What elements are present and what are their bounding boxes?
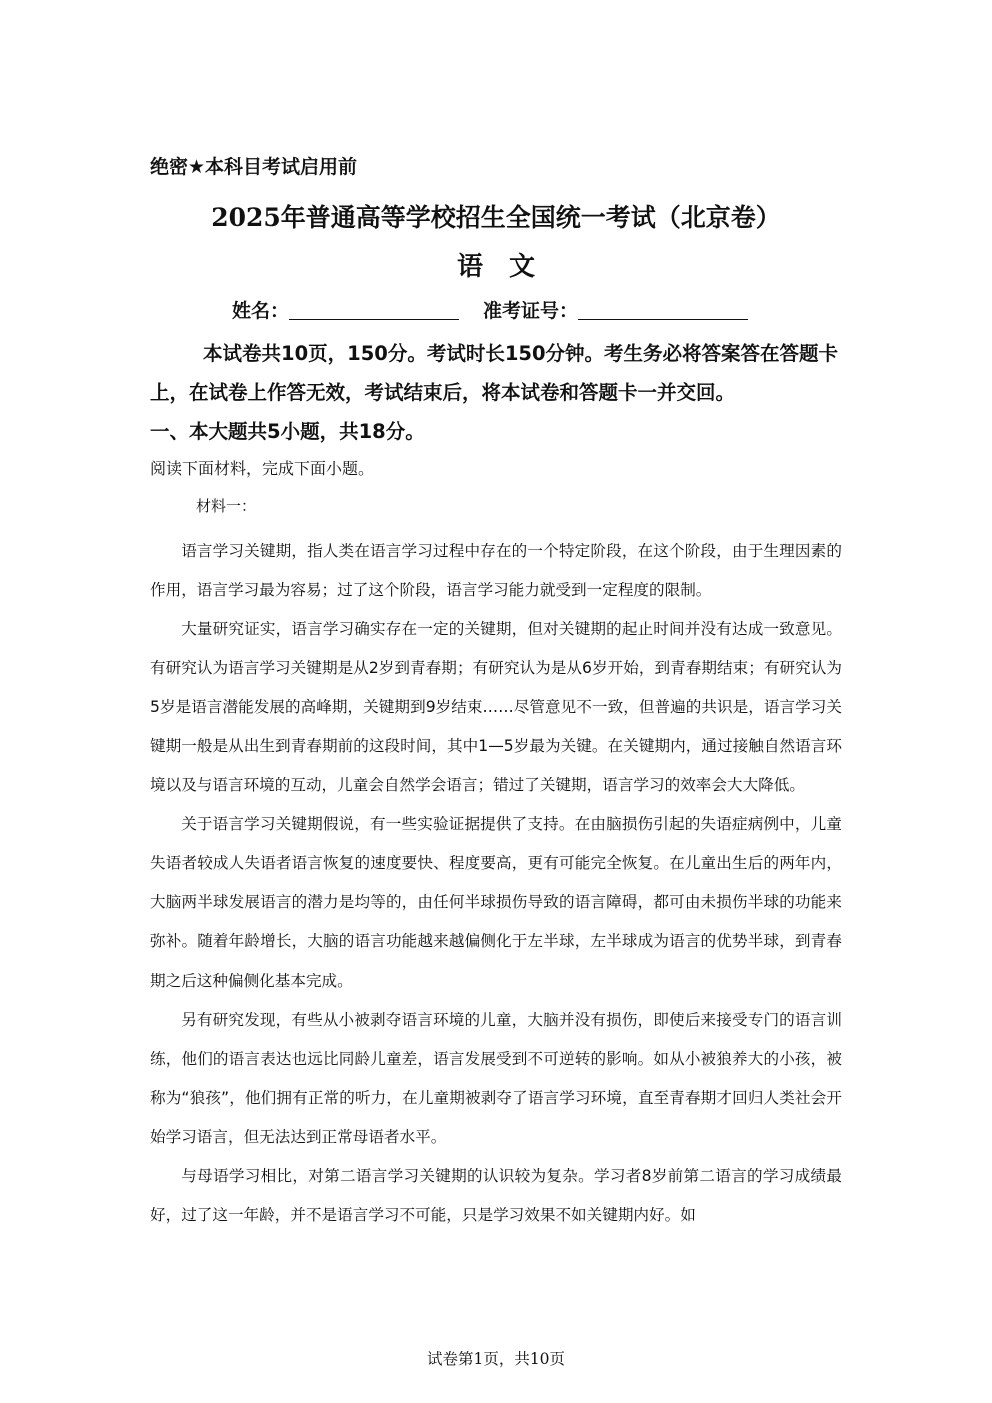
paragraph: 大量研究证实，语言学习确实存在一定的关键期，但对关键期的起止时间并没有达成一致意见。有研究认为语言学习关键期是从2岁到青春期；有研究认为是从6岁开始，到青春期结束；有研究认为5岁是语言潜能发展的高峰期，关键期到9岁结束……尽管意见不一致，但普遍的共识是，语言学习关键期一般是从出生到青春期前的这段时间，其中1—5岁最为关键。在关键期内，通过接触自然语言环境以及与语言环境的互动，儿童会自然学会语言；错过了关键期，语言学习的效率会大大降低。 (150, 620, 842, 795)
confidential-mark: 绝密★本科目考试启用前 (150, 156, 358, 178)
page-footer: 试卷第1页，共10页 (426, 1350, 566, 1368)
exam-title: 2025年普通高等学校招生全国统一考试（北京卷） (211, 203, 781, 232)
material-label: 材料一： (196, 497, 257, 515)
paragraph: 与母语学习相比，对第二语言学习关键期的认识较为复杂。学习者8岁前第二语言的学习成绩最好，过了这一年龄，并不是语言学习不可能，只是学习效果不如关键期内好。如 (150, 1166, 842, 1224)
reading-instruction: 阅读下面材料，完成下面小题。 (150, 459, 375, 478)
exam-id-label: 准考证号： (483, 300, 579, 322)
notice-line-2: 上，在试卷上作答无效，考试结束后，将本试卷和答题卡一并交回。 (150, 381, 736, 404)
candidate-info-row (232, 296, 748, 323)
paragraph: 关于语言学习关键期假说，有一些实验证据提供了支持。在由脑损伤引起的失语症病例中，儿童失语者较成人失语者语言恢复的速度要快、程度要高，更有可能完全恢复。在儿童出生后的两年内，大脑两半球发展语言的潜力是均等的，由任何半球损伤导致的语言障碍，都可由未损伤半球的功能来弥补。随着年龄增长，大脑的语言功能越来越偏侧化于左半球，左半球成为语言的优势半球，到青春期之后这种偏侧化基本完成。 (150, 815, 842, 990)
exam-id-field[interactable] (578, 301, 748, 320)
name-field[interactable] (289, 301, 459, 320)
paragraph: 另有研究发现，有些从小被剥夺语言环境的儿童，大脑并没有损伤，即使后来接受专门的语言训练，他们的语言表达也远比同龄儿童差，语言发展受到不可逆转的影响。如从小被狼养大的小孩，被称为“狼孩”，他们拥有正常的听力，在儿童期被剥夺了语言学习环境，直至青春期才回归人类社会开始学习语言，但无法达到正常母语者水平。 (150, 1010, 842, 1146)
subject-title: 语文 (456, 252, 561, 282)
notice-line-1: 本试卷共10页，150分。考试时长150分钟。考生务必将答案答在答题卡 (203, 342, 839, 365)
name-label: 姓名： (232, 300, 290, 322)
section-heading: 一、本大题共5小题，共18分。 (150, 420, 425, 443)
material-body (150, 532, 842, 1235)
paragraph: 语言学习关键期，指人类在语言学习过程中存在的一个特定阶段，在这个阶段，由于生理因素的作用，语言学习最为容易；过了这个阶段，语言学习能力就受到一定程度的限制。 (150, 542, 842, 600)
